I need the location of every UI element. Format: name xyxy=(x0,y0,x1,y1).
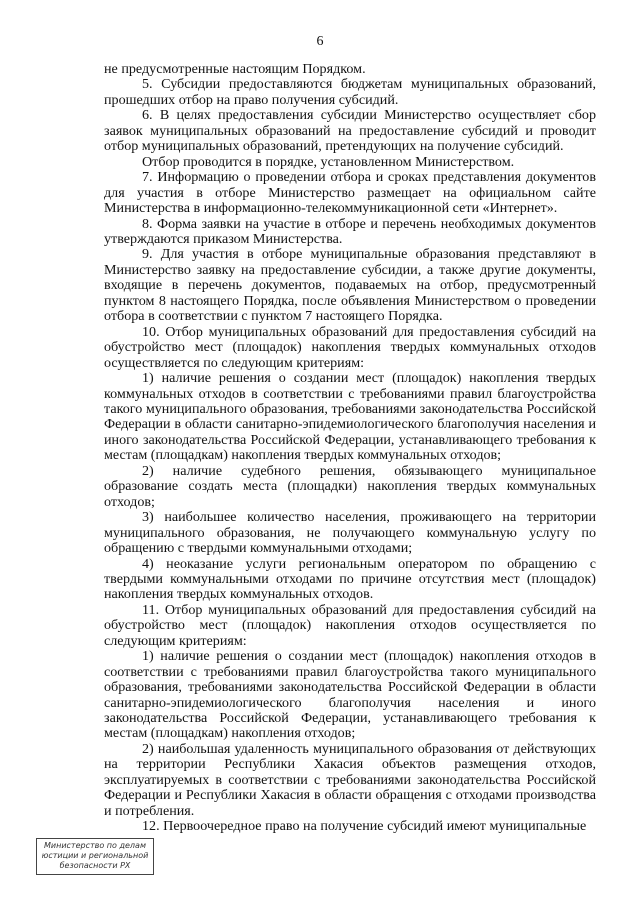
paragraph-item-8: 8. Форма заявки на участие в отборе и перечень необходимых документов утверждаются приказом Министерства. xyxy=(104,215,596,247)
paragraph-item-7: 7. Информацию о проведении отбора и сроках представления документов для участия в отборе Министерство размещает на официальном сайте Министерства в информационно-телекоммуникационной сети «Интернет». xyxy=(104,169,596,217)
ministry-stamp xyxy=(36,838,154,875)
paragraph-item-10-criterion-1: 1) наличие решения о создании мест (площадок) накопления твердых коммунальных отходов в соответствии с требованиями правил благоустройства такого муниципального образования, требованиями законодательства Российской Федерации в области санитарно-эпидемиологического благополучия населения и иного законодательства Российской Федерации, устанавливающего требования к местам (площадкам) накопления твердых коммунальных отходов; xyxy=(104,370,596,464)
document-body xyxy=(104,62,596,835)
paragraph-selection-procedure: Отбор проводится в порядке, установленном Министерством. xyxy=(142,153,515,170)
paragraph-item-11-criterion-1: 1) наличие решения о создании мест (площадок) накопления отходов в соответствии с требованиями правил благоустройства такого муниципального образования, требованиями законодательства Российской Федерации в области санитарно-эпидемиологического благополучия населения и иного законодательства Российской Федерации, устанавливающего требования к местам (площадкам) накопления отходов; xyxy=(104,648,596,742)
paragraph-item-11: 11. Отбор муниципальных образований для предоставления субсидий на обустройство мест (площадок) накопления отходов осуществляется по следующим критериям: xyxy=(104,601,596,649)
paragraph-item-10: 10. Отбор муниципальных образований для предоставления субсидий на обустройство мест (площадок) накопления твердых коммунальных отходов осуществляется по следующим критериям: xyxy=(104,323,596,371)
paragraph-item-10-criterion-2: 2) наличие судебного решения, обязывающего муниципальное образование создать места (площадки) накопления твердых коммунальных отходов; xyxy=(104,462,596,510)
page-number: 6 xyxy=(316,34,324,49)
paragraph-item-12: 12. Первоочередное право на получение субсидий имеют муниципальные xyxy=(142,818,587,835)
paragraph-item-6: 6. В целях предоставления субсидии Министерство осуществляет сбор заявок муниципальных образований на предоставление субсидий и проводит отбор муниципальных образований, претендующих на получение субсидий. xyxy=(104,107,596,155)
stamp-line: юстиции и региональной xyxy=(41,851,149,860)
paragraph-item-10-criterion-4: 4) неоказание услуги региональным оператором по обращению с твердыми коммунальными отходами по причине отсутствия мест (площадок) накопления твердых коммунальных отходов. xyxy=(104,555,596,603)
paragraph-item-10-criterion-3: 3) наибольшее количество населения, проживающего на территории муниципального образования, не получающего коммунальную услугу по обращению с твердыми коммунальными отходами; xyxy=(104,509,596,557)
stamp-line: безопасности РХ xyxy=(59,861,131,870)
stamp-line: Министерство по делам xyxy=(44,841,146,850)
paragraph-item-9: 9. Для участия в отборе муниципальные образования представляют в Министерство заявку на предоставление субсидии, а также другие документы, входящие в перечень документов, подаваемых на отбор, предусмотренный пунктом 8 настоящего Порядка, после объявления Министерством о проведении отбора в соответствии с пунктом 7 настоящего Порядка. xyxy=(104,246,596,325)
paragraph-item-5: 5. Субсидии предоставляются бюджетам муниципальных образований, прошедших отбор на право получения субсидий. xyxy=(104,76,596,108)
paragraph-item-11-criterion-2: 2) наибольшая удаленность муниципального образования от действующих на территории Республики Хакасия объектов размещения отходов, эксплуатируемых в соответствии с требованиями законодательства Российской Федерации и Республики Хакасия в области обращения с отходами производства и потребления. xyxy=(104,740,596,819)
paragraph-continuation: не предусмотренные настоящим Порядком. xyxy=(104,61,366,77)
